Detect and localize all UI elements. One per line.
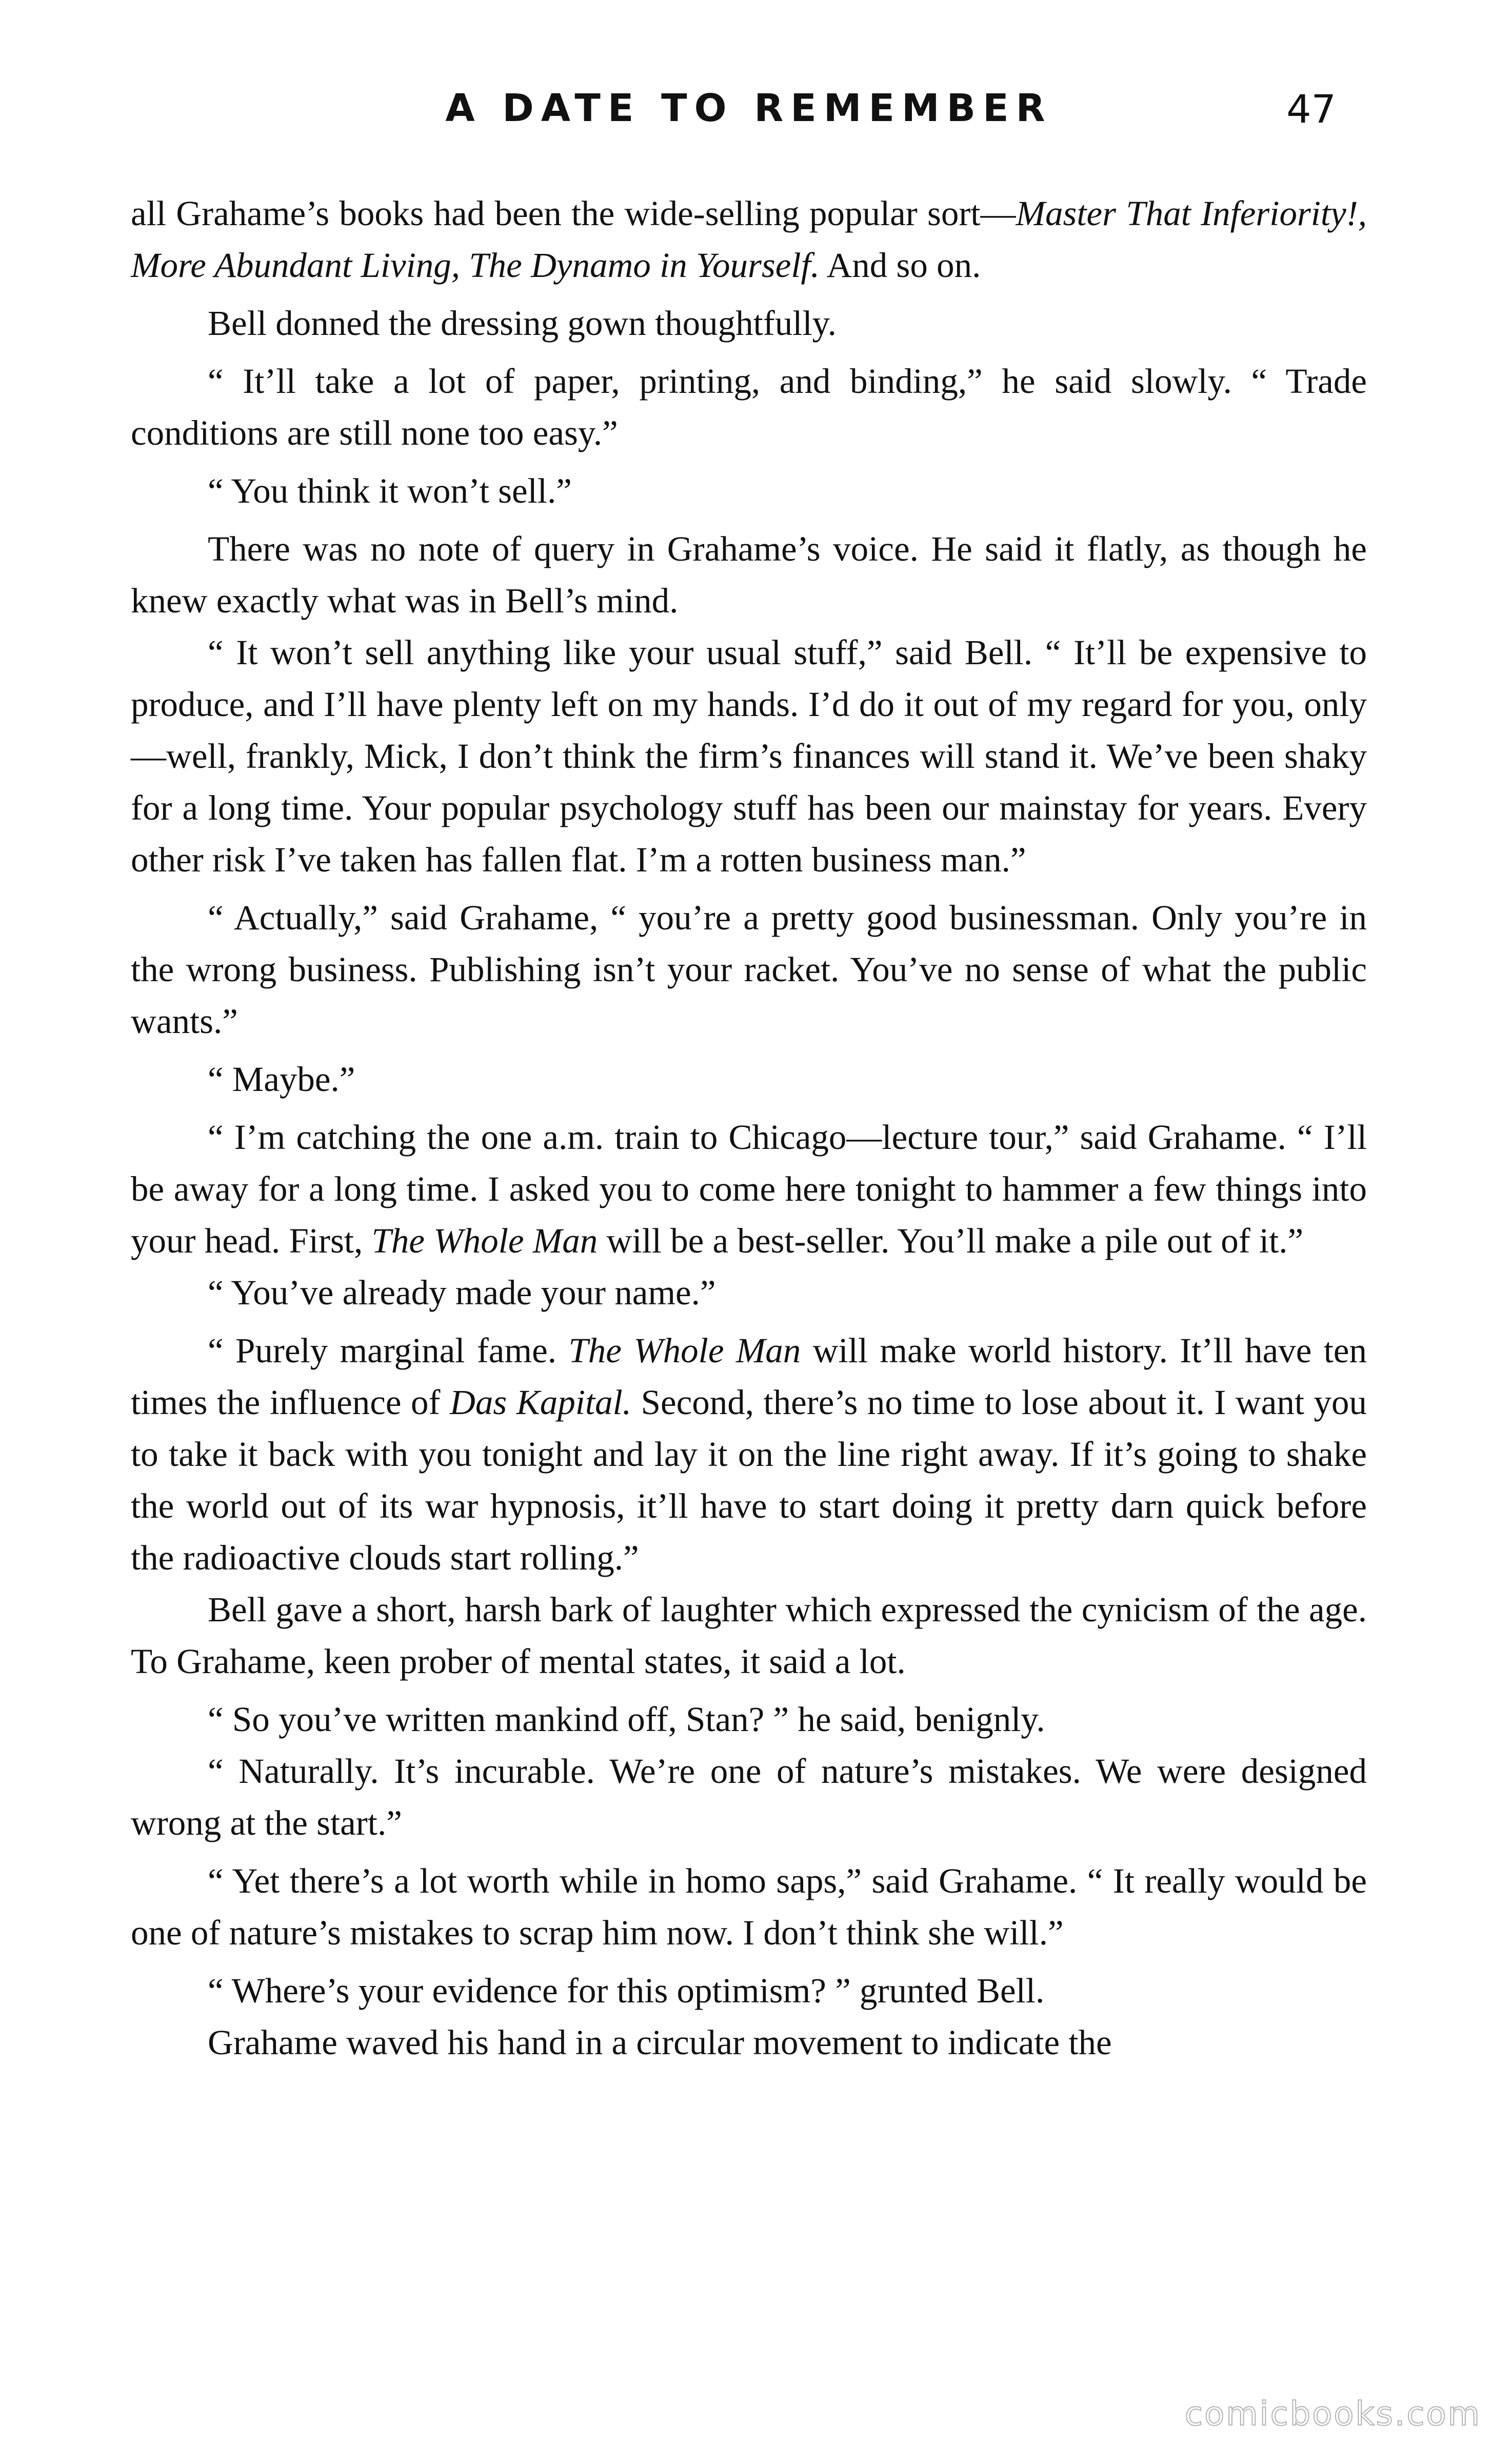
paragraph-9-text: “ I’m catching the one a.m. train to Chicago—lecture tour,” said Grahame. “ I’ll be away for a long time. I asked you to come here tonight to hammer a few things into your head. First, (131, 1118, 1367, 1260)
body-text (131, 188, 1367, 2069)
paragraph-6: “ It won’t sell anything like your usual stuff,” said Bell. “ It’ll be expensive to produce, and I’ll have plenty left on my hands. I’d do it out of my regard for you, only—well, frankly, Mick, I don’t think the firm’s finances will stand it. We’ve been shaky for a long time. Your popular psychology stuff has been our mainstay for years. Every other risk I’ve taken has fallen flat. I’m a rotten business man.” (131, 633, 1367, 879)
paragraph-17: Grahame waved his hand in a circular movement to indicate the (208, 2023, 1112, 2062)
paragraph-7: “ Actually,” said Grahame, “ you’re a pretty good businessman. Only you’re in the wrong business. Publishing isn’t your racket. You’ve no sense of what the public wants.” (131, 898, 1367, 1041)
paragraph-13: “ So you’ve written mankind off, Stan? ” he said, benignly. (208, 1700, 1045, 1739)
book-title-the-whole-man-2: The Whole Man (568, 1331, 801, 1370)
paragraph-11 (131, 1325, 1367, 1584)
paragraph-8: “ Maybe.” (208, 1060, 355, 1099)
paragraph-11-middle: will make world history. It’ll have ten times the influence of (131, 1331, 1367, 1422)
paragraph-1-end: And so on. (826, 246, 981, 285)
running-head: A DATE TO REMEMBER (445, 86, 1052, 130)
paragraph-15: “ Yet there’s a lot worth while in homo saps,” said Grahame. “ It really would be one of nature’s mistakes to scrap him now. I don’t think she will.” (131, 1861, 1367, 1952)
paragraph-9-end: will be a best-seller. You’ll make a pile out of it.” (606, 1221, 1304, 1260)
book-title-the-whole-man: The Whole Man (371, 1221, 598, 1260)
book-title-master-that-inferiority: Master That Inferiority!, (1016, 194, 1367, 233)
paragraph-12: Bell gave a short, harsh bark of laughter which expressed the cynicism of the age. To Grahame, keen prober of mental states, it said a lot. (131, 1590, 1367, 1681)
paragraph-5: There was no note of query in Grahame’s voice. He said it flatly, as though he knew exactly what was in Bell’s mind. (131, 529, 1367, 620)
paragraph-2: Bell donned the dressing gown thoughtfully. (208, 304, 837, 343)
paragraph-11-text: “ Purely marginal fame. (208, 1331, 556, 1370)
watermark: comicbooks.com (1184, 2395, 1481, 2433)
paragraph-11-end: Second, there’s no time to lose about it. I want you to take it back with you tonight and lay it on the line right away. If it’s going to shake the world out of its war hypnosis, it’ll have to start doing it pretty darn quick before the radioactive clouds start rolling.” (131, 1383, 1367, 1577)
paragraph-4: “ You think it won’t sell.” (208, 471, 572, 510)
paragraph-1 (131, 188, 1367, 291)
paragraph-10: “ You’ve already made your name.” (208, 1273, 716, 1312)
paragraph-3: “ It’ll take a lot of paper, printing, and binding,” he said slowly. “ Trade conditions are still none too easy.” (131, 362, 1367, 452)
book-title-dynamo-in-yourself: The Dynamo in Yourself. (469, 246, 820, 285)
paragraph-1-text: all Grahame’s books had been the wide-selling popular sort— (131, 194, 1016, 233)
book-title-das-kapital: Das Kapital. (450, 1383, 632, 1422)
page-header (131, 86, 1367, 153)
book-title-more-abundant-living: More Abundant Living, (131, 246, 461, 285)
page-number: 47 (1286, 86, 1336, 132)
paragraph-16: “ Where’s your evidence for this optimism? ” grunted Bell. (208, 1971, 1045, 2010)
paragraph-14: “ Naturally. It’s incurable. We’re one of nature’s mistakes. We were designed wrong at the start.” (131, 1752, 1367, 1842)
paragraph-9 (131, 1111, 1367, 1267)
